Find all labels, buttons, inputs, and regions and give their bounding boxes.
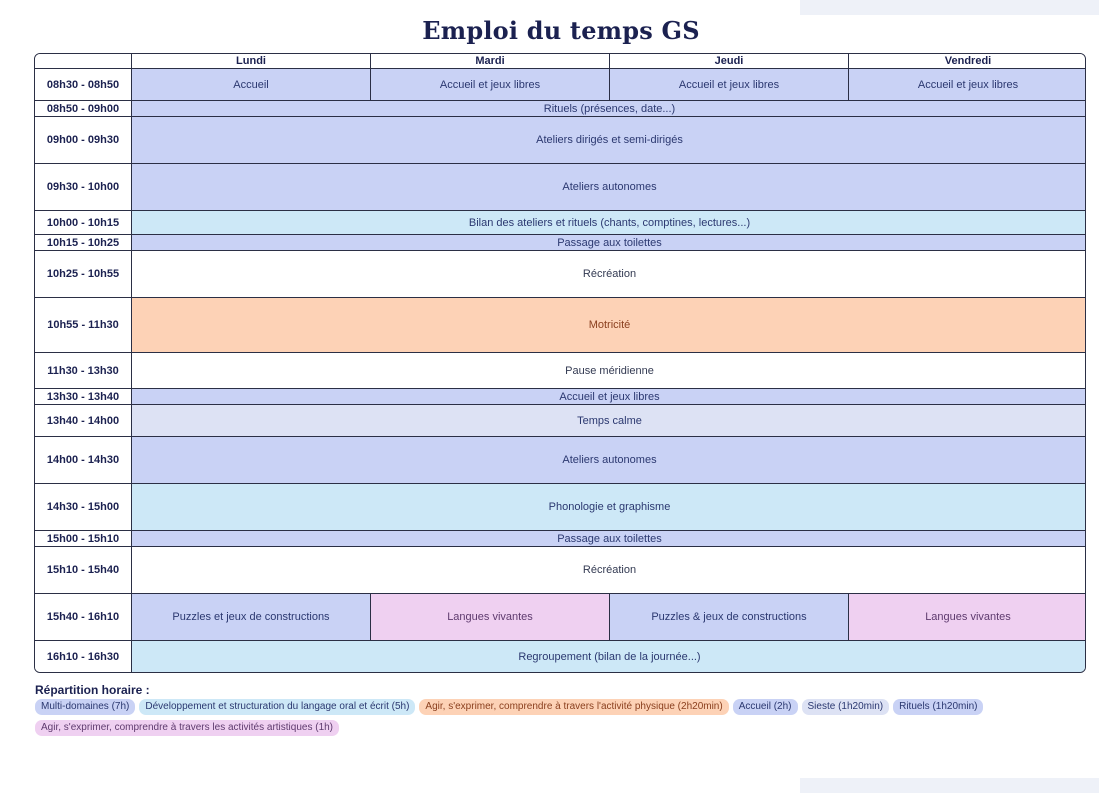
time-slot: 15h10 - 15h40 [35, 547, 132, 594]
header-corner [35, 54, 132, 69]
table-row [35, 101, 1087, 117]
activity-cell: Passage aux toilettes [132, 235, 1087, 251]
activity-cell: Ateliers autonomes [132, 437, 1087, 484]
legend-badge-accueil: Accueil (2h) [733, 699, 798, 715]
activity-cell: Regroupement (bilan de la journée...) [132, 641, 1087, 673]
time-slot: 15h00 - 15h10 [35, 531, 132, 547]
activity-cell: Phonologie et graphisme [132, 484, 1087, 531]
legend-badge-activite-physique: Agir, s'exprimer, comprendre à travers l'activité physique (2h20min) [419, 699, 728, 715]
activity-cell: Passage aux toilettes [132, 531, 1087, 547]
activity-cell: Puzzles & jeux de constructions [610, 594, 849, 641]
table-row [35, 235, 1087, 251]
table-row [35, 594, 1087, 641]
repartition-title: Répartition horaire : [35, 683, 150, 697]
table-row [35, 117, 1087, 164]
time-slot: 08h50 - 09h00 [35, 101, 132, 117]
legend-badge-langage: Développement et structuration du langage oral et écrit (5h) [139, 699, 415, 715]
table-row [35, 164, 1087, 211]
header-row [35, 54, 1087, 69]
table-row [35, 641, 1087, 673]
table-row [35, 211, 1087, 235]
activity-cell: Puzzles et jeux de constructions [132, 594, 371, 641]
table-row [35, 547, 1087, 594]
time-slot: 16h10 - 16h30 [35, 641, 132, 673]
table-row [35, 298, 1087, 353]
repartition-legend [35, 699, 1045, 736]
table-row [35, 405, 1087, 437]
legend-badge-rituels: Rituels (1h20min) [893, 699, 983, 715]
legend-badge-artistiques: Agir, s'exprimer, comprendre à travers les activités artistiques (1h) [35, 720, 339, 736]
time-slot: 14h00 - 14h30 [35, 437, 132, 484]
time-slot: 10h00 - 10h15 [35, 211, 132, 235]
header-day: Mardi [371, 54, 610, 69]
time-slot: 10h15 - 10h25 [35, 235, 132, 251]
activity-cell: Ateliers dirigés et semi-dirigés [132, 117, 1087, 164]
header-day: Lundi [132, 54, 371, 69]
table-row [35, 484, 1087, 531]
page-title: Emploi du temps GS [422, 16, 700, 45]
activity-cell: Accueil et jeux libres [610, 69, 849, 101]
timetable [34, 53, 1086, 673]
activity-cell: Accueil [132, 69, 371, 101]
activity-cell: Accueil et jeux libres [371, 69, 610, 101]
table-row [35, 531, 1087, 547]
legend-badge-multi-domaines: Multi-domaines (7h) [35, 699, 135, 715]
table-row [35, 353, 1087, 389]
activity-cell: Accueil et jeux libres [849, 69, 1087, 101]
activity-cell: Langues vivantes [371, 594, 610, 641]
activity-cell: Rituels (présences, date...) [132, 101, 1087, 117]
time-slot: 10h25 - 10h55 [35, 251, 132, 298]
activity-cell: Récréation [132, 251, 1087, 298]
legend-badge-sieste: Sieste (1h20min) [802, 699, 890, 715]
table-row [35, 69, 1087, 101]
table-row [35, 389, 1087, 405]
time-slot: 13h40 - 14h00 [35, 405, 132, 437]
activity-cell: Accueil et jeux libres [132, 389, 1087, 405]
time-slot: 09h00 - 09h30 [35, 117, 132, 164]
time-slot: 08h30 - 08h50 [35, 69, 132, 101]
activity-cell: Temps calme [132, 405, 1087, 437]
corner-tab-bottom [800, 778, 1099, 793]
time-slot: 11h30 - 13h30 [35, 353, 132, 389]
activity-cell: Récréation [132, 547, 1087, 594]
time-slot: 09h30 - 10h00 [35, 164, 132, 211]
table-row [35, 251, 1087, 298]
time-slot: 14h30 - 15h00 [35, 484, 132, 531]
header-day: Vendredi [849, 54, 1087, 69]
activity-cell: Bilan des ateliers et rituels (chants, comptines, lectures...) [132, 211, 1087, 235]
activity-cell: Ateliers autonomes [132, 164, 1087, 211]
table-row [35, 437, 1087, 484]
activity-cell: Langues vivantes [849, 594, 1087, 641]
activity-cell: Motricité [132, 298, 1087, 353]
time-slot: 15h40 - 16h10 [35, 594, 132, 641]
time-slot: 10h55 - 11h30 [35, 298, 132, 353]
header-day: Jeudi [610, 54, 849, 69]
activity-cell: Pause méridienne [132, 353, 1087, 389]
corner-tab-top [800, 0, 1099, 15]
time-slot: 13h30 - 13h40 [35, 389, 132, 405]
